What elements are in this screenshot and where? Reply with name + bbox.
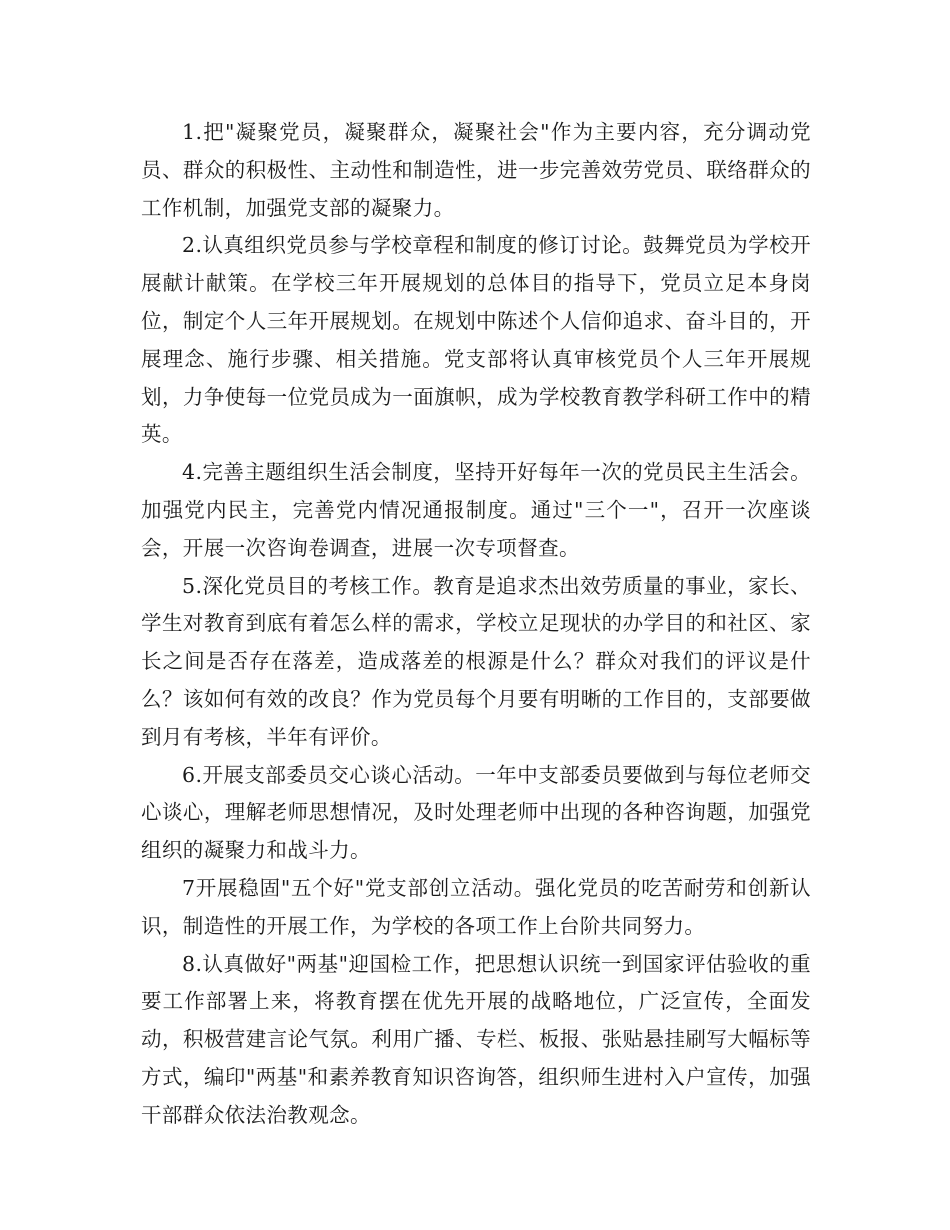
paragraph-4: 4.完善主题组织生活会制度，坚持开好每年一次的党员民主生活会。加强党内民主，完善党内情况通报制度。通过"三个一"，召开一次座谈会，开展一次咨询卷调查，进展一次专项督查。 [141,460,811,560]
paragraph-6: 6.开展支部委员交心谈心活动。一年中支部委员要做到与每位老师交心谈心，理解老师思想情况，及时处理老师中出现的各种咨询题，加强党组织的凝聚力和战斗力。 [141,762,811,863]
paragraph-1: 1.把"凝聚党员，凝聚群众，凝聚社会"作为主要内容，充分调动党员、群众的积极性、主动性和制造性，进一步完善效劳党员、联络群众的工作机制，加强党支部的凝聚力。 [141,120,811,220]
paragraph-7: 7开展稳固"五个好"党支部创立活动。强化党员的吃苦耐劳和创新认识，制造性的开展工作，为学校的各项工作上台阶共同努力。 [141,875,811,938]
paragraph-8: 8.认真做好"两基"迎国检工作，把思想认识统一到国家评估验收的重要工作部署上来，将教育摆在优先开展的战略地位，广泛宣传，全面发动，积极营建言论气氛。利用广播、专栏、板报、张贴悬挂刷写大幅标等方式，编印"两基"和素养教育知识咨询答，组织师生进村入户宣传，加强干部群众依法治教观念。 [141,951,811,1127]
paragraph-2: 2.认真组织党员参与学校章程和制度的修订讨论。鼓舞党员为学校开展献计献策。在学校三年开展规划的总体目的指导下，党员立足本身岗位，制定个人三年开展规划。在规划中陈述个人信仰追求、奋斗目的，开展理念、施行步骤、相关措施。党支部将认真审核党员个人三年开展规划，力争使每一位党员成为一面旗帜，成为学校教育教学科研工作中的精英。 [141,233,811,447]
document-body [141,114,811,1135]
paragraph-5: 5.深化党员目的考核工作。教育是追求杰出效劳质量的事业，家长、学生对教育到底有着怎么样的需求，学校立足现状的办学目的和社区、家长之间是否存在落差，造成落差的根源是什么？群众对我们的评议是什么？该如何有效的改良？作为党员每个月要有明晰的工作目的，支部要做到月有考核，半年有评价。 [141,573,811,749]
